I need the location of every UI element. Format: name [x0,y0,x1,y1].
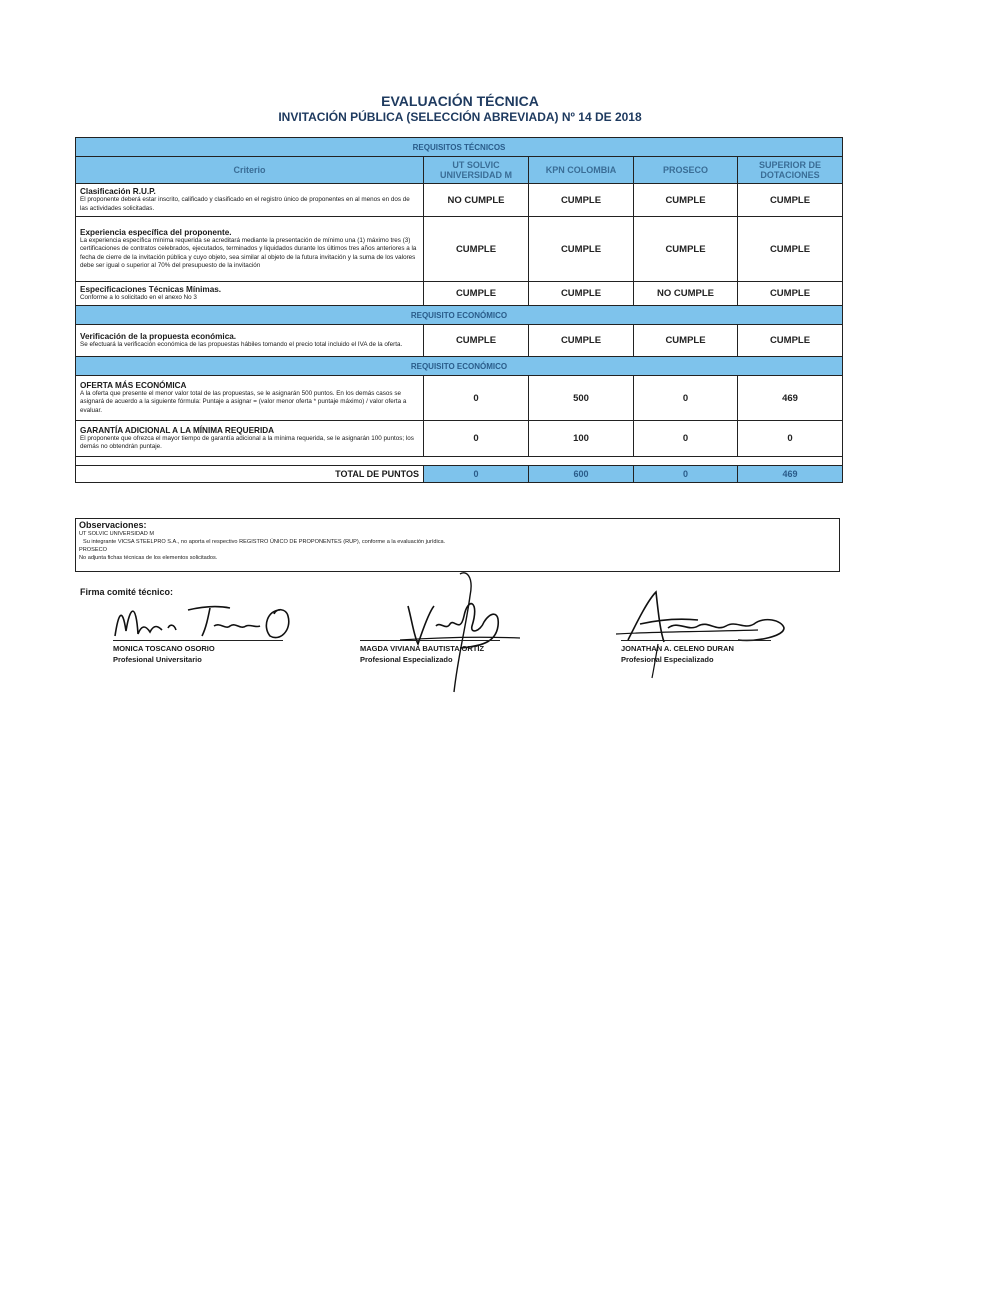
score-cell: 0 [634,421,738,457]
signatory-role: Profesional Especializado [360,655,453,664]
score-cell: 0 [738,421,843,457]
criterion-title: GARANTÍA ADICIONAL A LA MÍNIMA REQUERIDA [80,425,275,435]
signatory-1 [113,640,283,665]
total-value: 0 [634,466,738,483]
table-row [76,325,843,357]
result-cell: NO CUMPLE [634,282,738,306]
section-label: REQUISITOS TÉCNICOS [76,138,843,157]
evaluation-table [75,137,843,483]
table-row [76,421,843,457]
criterion-cell [76,376,424,421]
result-cell: CUMPLE [529,325,634,357]
criterion-title: OFERTA MÁS ECONÓMICA [80,381,187,391]
criterion-cell [76,282,424,306]
document-title: EVALUACIÓN TÉCNICA [381,93,539,109]
criterion-cell [76,421,424,457]
signature-scribble-1 [110,596,300,644]
criterion-description: La experiencia específica mínima requerida se acreditará mediante la presentación de mínimo una (1) máximo tres (3) certificaciones de contratos celebrados, ejecutados, terminados y liquidados durante los últimos tres años anteriores a la fecha de cierre de la invitación pública y cuyo objeto, sea similar al objeto de la futura invitación y la suma de los valores debe ser igual o superior al 70% del presupuesto de la invitación [80,237,417,269]
criterion-description: El proponente que ofrezca el mayor tiempo de garantía adicional a la mínima requerida, se le asignarán 100 puntos; los demás no obtendrán puntaje. [80,434,414,450]
signatory-2 [360,640,500,665]
criterion-description: El proponente deberá estar inscrito, calificado y clasificado en el registro único de proponentes en al menos en dos de las actividades solicitadas. [80,196,410,212]
table-row [76,282,843,306]
observation-line: Su integrante VICSA STEELPRO S.A., no aporta el respectivo REGISTRO ÚNICO DE PROPONENTES (RUP), conforme a la evaluación jurídica. [83,539,446,545]
score-cell: 0 [634,376,738,421]
criterion-cell [76,217,424,282]
result-cell: CUMPLE [424,217,529,282]
section-band-economic [76,306,843,325]
result-cell: CUMPLE [424,282,529,306]
result-cell: CUMPLE [738,325,843,357]
observation-line: No adjunta fichas técnicas de los elementos solicitados. [79,555,218,561]
result-cell: CUMPLE [738,184,843,217]
criterion-description: A la oferta que presente el menor valor total de las propuestas, se le asignarán 500 puntos. En los demás casos se asignará de acuerdo a la siguiente fórmula: Puntaje a asignar = (valor menor oferta * puntaje máximo) / valor oferta a evaluar. [80,390,407,414]
signatory-3 [621,640,771,665]
table-row [76,217,843,282]
observation-line: PROSECO [79,547,107,553]
score-cell: 500 [529,376,634,421]
criterion-description: Conforme a lo solicitado en el anexo No 3 [80,293,197,301]
section-band-economic [76,357,843,376]
criterion-title: Clasificación R.U.P. [80,187,156,197]
total-row [76,466,843,483]
result-cell: CUMPLE [424,325,529,357]
result-cell: CUMPLE [529,217,634,282]
document-subtitle: INVITACIÓN PÚBLICA (SELECCIÓN ABREVIADA) Nº 14 DE 2018 [278,110,642,124]
signatory-name: MONICA TOSCANO OSORIO [113,640,283,654]
column-header-bidder: UT SOLVIC UNIVERSIDAD M [424,157,529,184]
total-label: TOTAL DE PUNTOS [76,466,424,483]
signatory-role: Profesional Universitario [113,655,202,664]
criterion-title: Experiencia específica del proponente. [80,228,232,238]
column-header-criterio: Criterio [76,157,424,184]
total-value: 469 [738,466,843,483]
score-cell: 469 [738,376,843,421]
result-cell: CUMPLE [634,325,738,357]
signature-scribble-3 [608,580,798,680]
result-cell: CUMPLE [738,217,843,282]
result-cell: CUMPLE [529,282,634,306]
section-label: REQUISITO ECONÓMICO [76,357,843,376]
result-cell: CUMPLE [634,184,738,217]
result-cell: CUMPLE [529,184,634,217]
signatory-role: Profesional Especializado [621,655,714,664]
section-label: REQUISITO ECONÓMICO [76,306,843,325]
observations-box [75,518,840,572]
column-header-bidder: PROSECO [634,157,738,184]
signatory-name: MAGDA VIVIANA BAUTISTA ORTIZ [360,640,500,654]
criterion-title: Especificaciones Técnicas Mínimas. [80,284,222,294]
criterion-cell [76,184,424,217]
table-row [76,184,843,217]
result-cell: CUMPLE [634,217,738,282]
column-header-bidder: SUPERIOR DE DOTACIONES [738,157,843,184]
criterion-cell [76,325,424,357]
section-band-technical [76,138,843,157]
table-row [76,376,843,421]
score-cell: 0 [424,421,529,457]
signatory-name: JONATHAN A. CELENO DURAN [621,640,771,654]
result-cell: NO CUMPLE [424,184,529,217]
total-value: 600 [529,466,634,483]
observations-title: Observaciones: [79,520,147,530]
observation-line: UT SOLVIC UNIVERSIDAD M [79,531,155,537]
criterion-title: Verificación de la propuesta económica. [80,331,237,341]
score-cell: 0 [424,376,529,421]
column-header-bidder: KPN COLOMBIA [529,157,634,184]
signature-scribble-2 [400,566,530,696]
result-cell: CUMPLE [738,282,843,306]
total-value: 0 [424,466,529,483]
criterion-description: Se efectuará la verificación económica de las propuestas hábiles tomando el precio total incluido el IVA de la oferta. [80,340,403,348]
score-cell: 100 [529,421,634,457]
signature-label: Firma comité técnico: [80,587,174,597]
column-header-row [76,157,843,184]
